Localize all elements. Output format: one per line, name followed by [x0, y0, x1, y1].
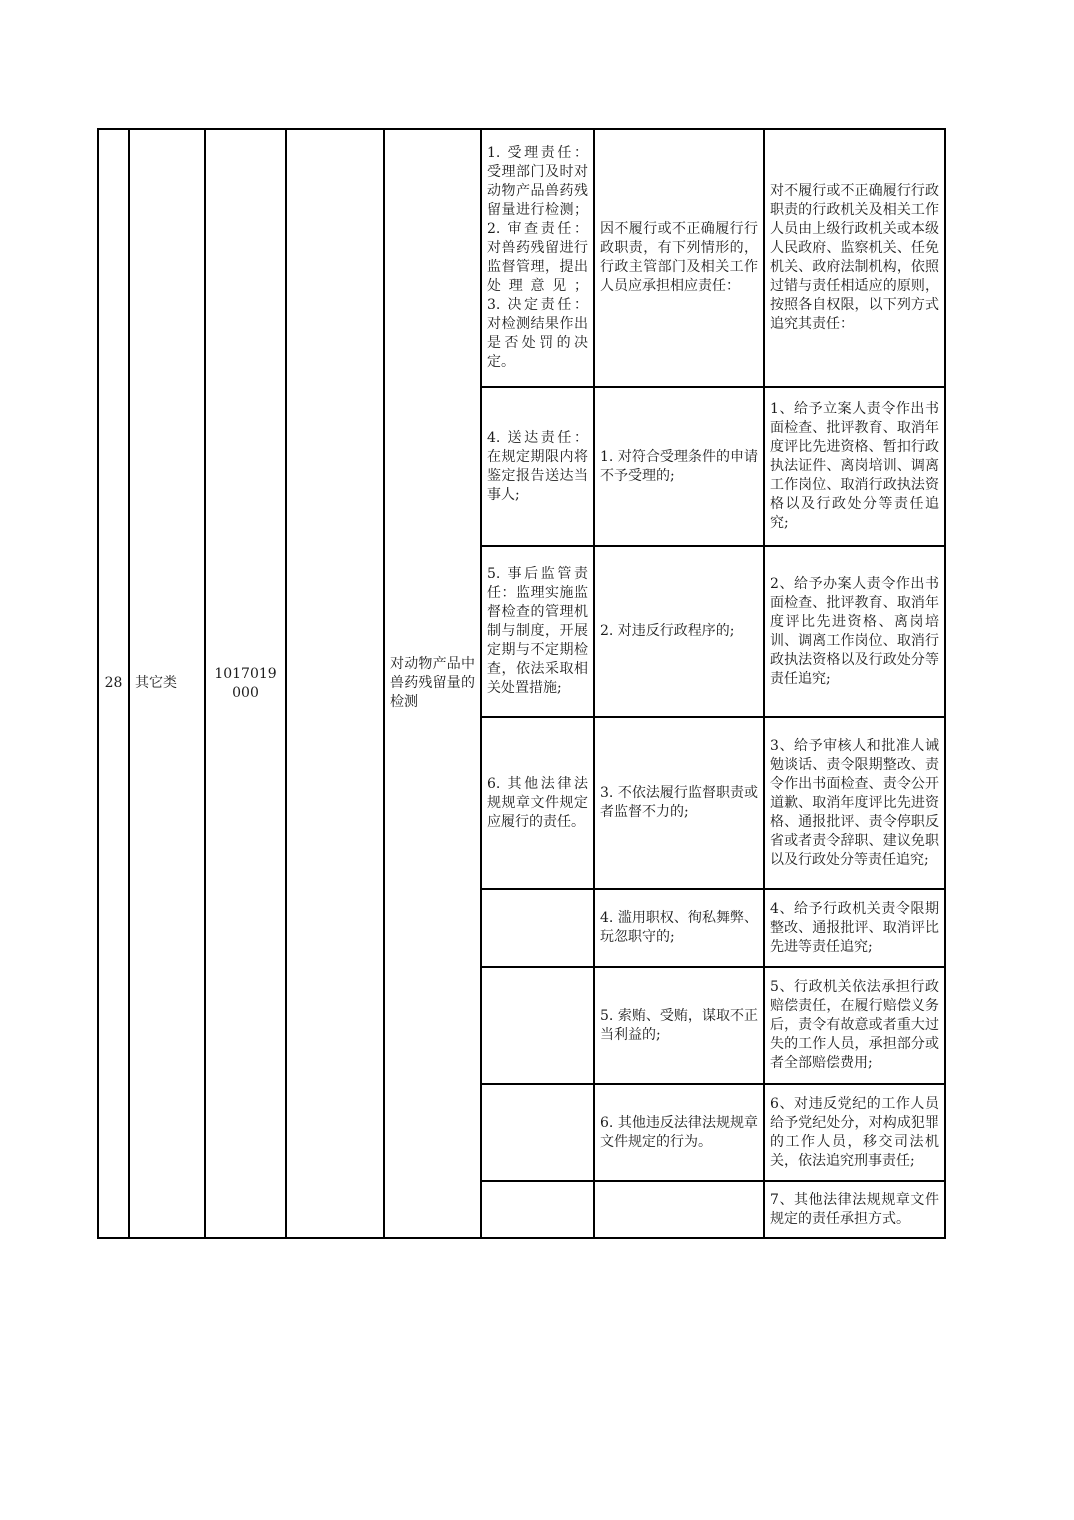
- measure-cell: 7、其他法律法规规章文件规定的责任承担方式。: [764, 1181, 945, 1238]
- situation-cell: 5. 索贿、受贿，谋取不正当利益的;: [594, 967, 764, 1084]
- responsibility-table: [97, 128, 946, 1239]
- duty-cell: [481, 129, 594, 387]
- measure-cell: 5、行政机关依法承担行政赔偿责任，在履行赔偿义务后，责令有故意或者重大过失的工作人员，承担部分或者全部赔偿费用;: [764, 967, 945, 1084]
- measure-cell: 6、对违反党纪的工作人员给予党纪处分，对构成犯罪的工作人员，移交司法机关，依法追究刑事责任;: [764, 1084, 945, 1181]
- measure-cell: 1、给予立案人责令作出书面检查、批评教育、取消年度评比先进资格、暂扣行政执法证件、离岗培训、调离工作岗位、取消行政执法资格以及行政处分等责任追究;: [764, 387, 945, 546]
- measure-cell: 4、给予行政机关责令限期整改、通报批评、取消评比先进等责任追究;: [764, 889, 945, 967]
- category-cell: 其它类: [129, 129, 205, 1238]
- situation-cell: [594, 1181, 764, 1238]
- duty-cell: [481, 889, 594, 967]
- blank-cell: [286, 129, 384, 1238]
- situation-cell: 3. 不依法履行监督职责或者监督不力的;: [594, 717, 764, 889]
- duty-paragraph: 3. 决定责任：对检测结果作出是否处罚的决定。: [487, 297, 588, 370]
- measure-cell: 2、给予办案人责令作出书面检查、批评教育、取消年度评比先进资格、离岗培训、调离工作岗位、取消行政执法资格以及行政处分等责任追究;: [764, 546, 945, 717]
- duty-cell: [481, 1181, 594, 1238]
- duty-paragraph: 2. 审查责任：对兽药残留进行监督管理，提出处理意见；: [487, 221, 588, 294]
- situation-cell: 1. 对符合受理条件的申请不予受理的;: [594, 387, 764, 546]
- duty-cell: 5. 事后监管责任：监理实施监督检查的管理机制与制度，开展定期与不定期检查，依法采取相关处置措施;: [481, 546, 594, 717]
- duty-cell: 4. 送达责任：在规定期限内将鉴定报告送达当事人;: [481, 387, 594, 546]
- situation-cell: 6. 其他违反法律法规规章文件规定的行为。: [594, 1084, 764, 1181]
- code-cell: 1017019000: [205, 129, 286, 1238]
- duty-cell: [481, 967, 594, 1084]
- situation-cell: 因不履行或不正确履行行政职责，有下列情形的，行政主管部门及相关工作人员应承担相应责任：: [594, 129, 764, 387]
- item-name-cell: 对动物产品中兽药残留量的检测: [384, 129, 481, 1238]
- measure-cell: 3、给予审核人和批准人诫勉谈话、责令限期整改、责令作出书面检查、责令公开道歉、取消年度评比先进资格、通报批评、责令停职反省或者责令辞职、建议免职以及行政处分等责任追究;: [764, 717, 945, 889]
- situation-cell: 4. 滥用职权、徇私舞弊、玩忽职守的;: [594, 889, 764, 967]
- duty-paragraph: 1. 受理责任：受理部门及时对动物产品兽药残留量进行检测；: [487, 145, 588, 218]
- table-row: [98, 129, 945, 387]
- situation-cell: 2. 对违反行政程序的;: [594, 546, 764, 717]
- duty-cell: 6. 其他法律法规规章文件规定应履行的责任。: [481, 717, 594, 889]
- duty-cell: [481, 1084, 594, 1181]
- row-index-cell: 28: [98, 129, 129, 1238]
- measure-cell: 对不履行或不正确履行行政职责的行政机关及相关工作人员由上级行政机关或本级人民政府、监察机关、任免机关、政府法制机构，依照过错与责任相适应的原则，按照各自权限，以下列方式追究其责任：: [764, 129, 945, 387]
